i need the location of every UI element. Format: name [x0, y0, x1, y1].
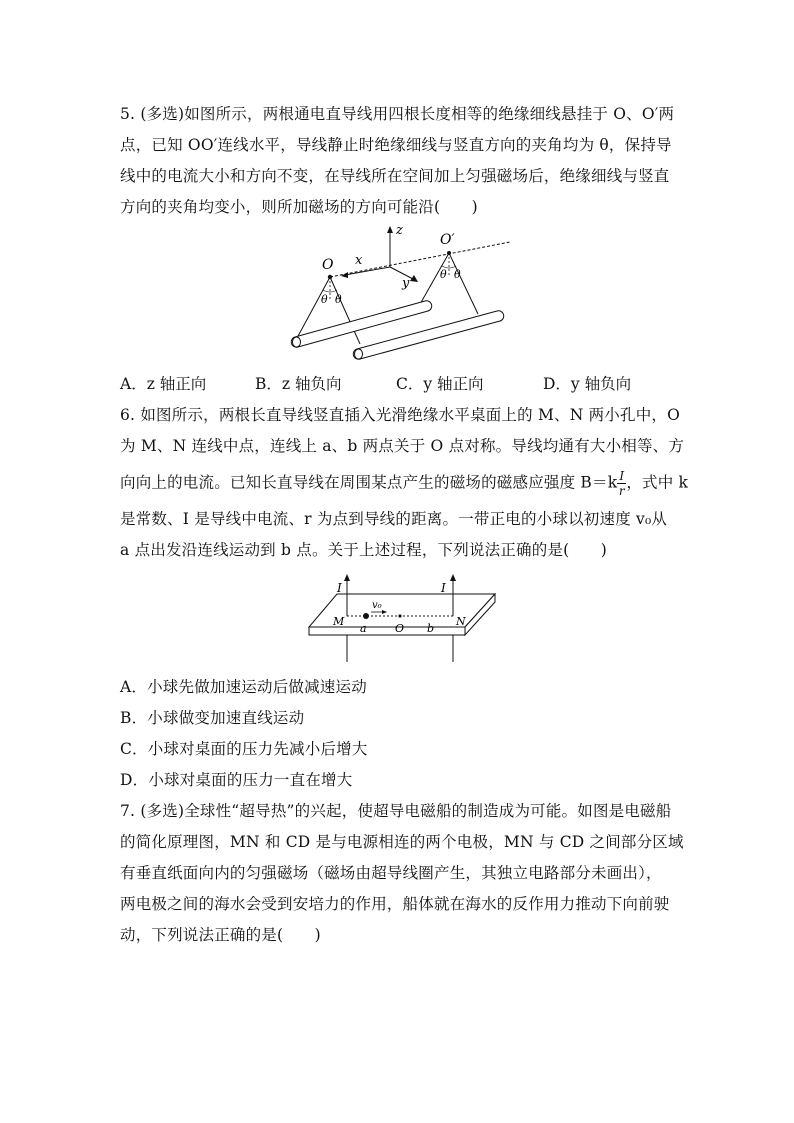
point-O-label: O [322, 257, 334, 273]
theta-label-2: θ [335, 293, 342, 306]
q6-line-5: a 点出发沿连线运动到 b 点。关于上述过程，下列说法正确的是( ) [120, 541, 608, 559]
left-current-label: I [337, 581, 342, 595]
point-Oprime-label: O′ [440, 232, 455, 248]
q7-line-3: 有垂直纸面向内的匀强磁场（磁场由超导线圈产生，其独立电路部分未画出）， [120, 864, 662, 882]
q5-option-a[interactable]: A．z 轴正向 [120, 375, 207, 393]
q5-figure [285, 222, 515, 362]
point-O6-label: O [395, 622, 405, 635]
q6-option-c[interactable]: C．小球对桌面的压力先减小后增大 [120, 740, 368, 758]
q5-line-3: 线中的电流大小和方向不变，在导线所在空间加上匀强磁场后，绝缘细线与竖直 [120, 167, 670, 185]
q5-option-c[interactable]: C．y 轴正向 [396, 375, 484, 393]
q7-line-5: 动，下列说法正确的是( ) [120, 926, 321, 944]
fraction-numerator: I [619, 469, 625, 483]
q6-line-3-text: 向向上的电流。已知长直导线在周围某点产生的磁场的磁感应强度 B＝k [120, 473, 618, 492]
q6-line-1: 6. 如图所示，两根长直导线竖直插入光滑绝缘水平桌面上的 M、N 两小孔中，O [120, 406, 681, 424]
q7-line-1: 7. (多选)全球性“超导热”的兴起，使超导电磁船的制造成为可能。如图是电磁船 [120, 802, 672, 820]
q6-figure [305, 572, 500, 664]
q6-option-a[interactable]: A．小球先做加速运动后做减速运动 [120, 678, 367, 696]
q6-line-2: 为 M、N 连线中点，连线上 a、b 两点关于 O 点对称。导线均通有大小相等、方 [120, 437, 685, 455]
q7-line-4: 两电极之间的海水会受到安培力的作用，船体就在海水的反作用力推动下向前驶 [120, 895, 670, 913]
point-M-label: M [333, 615, 345, 628]
formula-fraction [617, 470, 626, 497]
q6-option-d[interactable]: D．小球对桌面的压力一直在增大 [120, 771, 353, 789]
q6-line-4: 是常数、I 是导线中电流、r 为点到导线的距离。一带正电的小球以初速度 v₀从 [120, 510, 668, 528]
theta-label-1: θ [321, 293, 328, 306]
q5-line-1: 5. (多选)如图所示，两根通电直导线用四根长度相等的绝缘细线悬挂于 O、O′两 [120, 105, 675, 123]
theta-label-4: θ [454, 268, 461, 281]
theta-label-3: θ [440, 268, 447, 281]
q5-line-4: 方向的夹角均变小，则所加磁场的方向可能沿( ) [120, 198, 478, 216]
q6-line-3-tail: ，式中 k [626, 473, 689, 492]
right-current-label: I [441, 581, 446, 595]
point-N-label: N [456, 615, 466, 628]
q5-line-2: 点，已知 OO′连线水平，导线静止时绝缘细线与竖直方向的夹角均为 θ，保持导 [120, 136, 672, 154]
q6-option-b[interactable]: B．小球做变加速直线运动 [120, 709, 305, 727]
q5-option-b[interactable]: B．z 轴负向 [255, 375, 342, 393]
axis-y-label: y [402, 276, 410, 291]
q7-line-2: 的简化原理图，MN 和 CD 是与电源相连的两个电极，MN 与 CD 之间部分区域 [120, 833, 684, 851]
point-b-label: b [427, 622, 435, 635]
fraction-denominator: r [618, 484, 625, 498]
q6-line-3 [120, 470, 688, 497]
axis-x-label: x [355, 253, 363, 268]
point-a-label: a [360, 622, 367, 635]
axis-z-label: z [396, 223, 403, 238]
velocity-label: v₀ [372, 600, 382, 611]
q5-option-d[interactable]: D．y 轴负向 [543, 375, 632, 393]
